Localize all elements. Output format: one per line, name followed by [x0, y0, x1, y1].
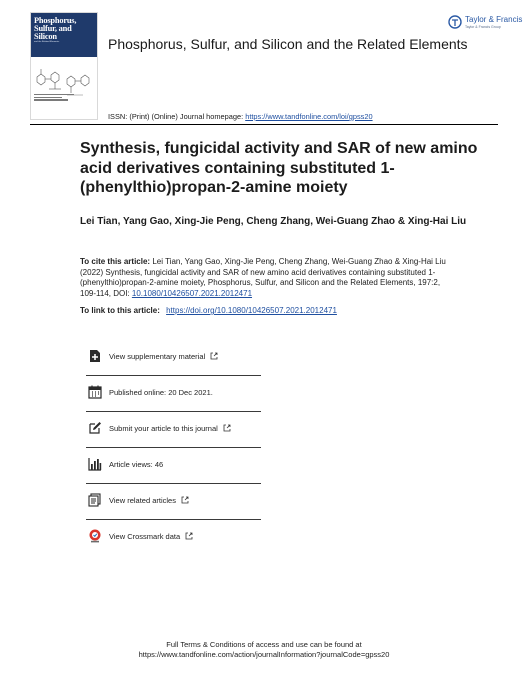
related-articles-action[interactable]	[86, 484, 261, 520]
article-actions-list	[86, 340, 261, 556]
external-link-icon	[185, 532, 193, 540]
crossmark-icon	[88, 529, 102, 543]
supplementary-material-action[interactable]	[86, 340, 261, 376]
edit-pencil-icon	[88, 421, 102, 435]
citation-label: To cite this article:	[80, 257, 151, 266]
issn-line	[108, 112, 373, 121]
supplementary-material-label: View supplementary material	[109, 352, 206, 361]
journal-cover-thumbnail	[30, 12, 98, 120]
journal-homepage-link[interactable]: https://www.tandfonline.com/loi/gpss20	[245, 112, 373, 121]
submit-article-action[interactable]	[86, 412, 261, 448]
article-views-row	[86, 448, 261, 484]
terms-footer	[0, 640, 528, 660]
crossmark-action[interactable]	[86, 520, 261, 556]
article-link-line	[80, 306, 337, 315]
cover-subtitle: and the Related Elements	[34, 41, 60, 43]
taylor-francis-logo-icon	[448, 15, 462, 29]
issn-prefix: ISSN: (Print) (Online) Journal homepage:	[108, 112, 244, 121]
external-link-icon	[223, 424, 231, 432]
published-online-label: Published online: 20 Dec 2021.	[109, 388, 213, 397]
link-label: To link to this article:	[80, 306, 160, 315]
publisher-tagline: Taylor & Francis Group	[465, 25, 501, 29]
supplementary-plus-icon	[88, 349, 102, 363]
terms-footer-text: Full Terms & Conditions of access and use can be found at	[166, 640, 362, 649]
article-authors: Lei Tian, Yang Gao, Xing-Jie Peng, Cheng Zhang, Wei-Guang Zhao & Xing-Hai Liu	[80, 216, 467, 227]
cover-structure-drawing	[31, 57, 97, 105]
related-articles-icon	[88, 493, 102, 507]
crossmark-label: View Crossmark data	[109, 532, 181, 541]
cover-title: Phosphorus, Sulfur, and Silicon	[34, 16, 77, 41]
header-divider	[30, 124, 498, 125]
citation-block	[80, 257, 448, 299]
submit-article-label: Submit your article to this journal	[109, 424, 218, 433]
article-views-label: Article views: 46	[109, 460, 164, 469]
terms-footer-link[interactable]: https://www.tandfonline.com/action/journalInformation?journalCode=gpss20	[138, 650, 390, 659]
doi-link[interactable]: 10.1080/10426507.2021.2012471	[131, 288, 253, 298]
calendar-icon	[88, 385, 102, 399]
journal-name: Phosphorus, Sulfur, and Silicon and the Related Elements	[108, 36, 468, 52]
external-link-icon	[181, 496, 189, 504]
bar-chart-icon	[88, 457, 102, 471]
citation-text: Lei Tian, Yang Gao, Xing-Jie Peng, Cheng Zhang, Wei-Guang Zhao & Xing-Hai Liu (2022) Synthesis, fungicidal activity and SAR of new amino acid derivatives containing substituted 1-(phenylthio)propan-2-amine moiety, Phosphorus, Sulfur, and Silicon and the Related Elements, 197:2, 109-114, DOI:	[80, 257, 446, 298]
cover-title-band	[31, 13, 97, 57]
publisher-name: Taylor & Francis	[465, 15, 523, 24]
external-link-icon	[210, 352, 218, 360]
published-online-row	[86, 376, 261, 412]
article-doi-url[interactable]: https://doi.org/10.1080/10426507.2021.2012471	[166, 306, 337, 315]
related-articles-label: View related articles	[109, 496, 176, 505]
article-title: Synthesis, fungicidal activity and SAR of new amino acid derivatives containing substituted 1-(phenylthio)propan-2-amine moiety	[80, 140, 478, 196]
publisher-logo	[448, 13, 523, 37]
